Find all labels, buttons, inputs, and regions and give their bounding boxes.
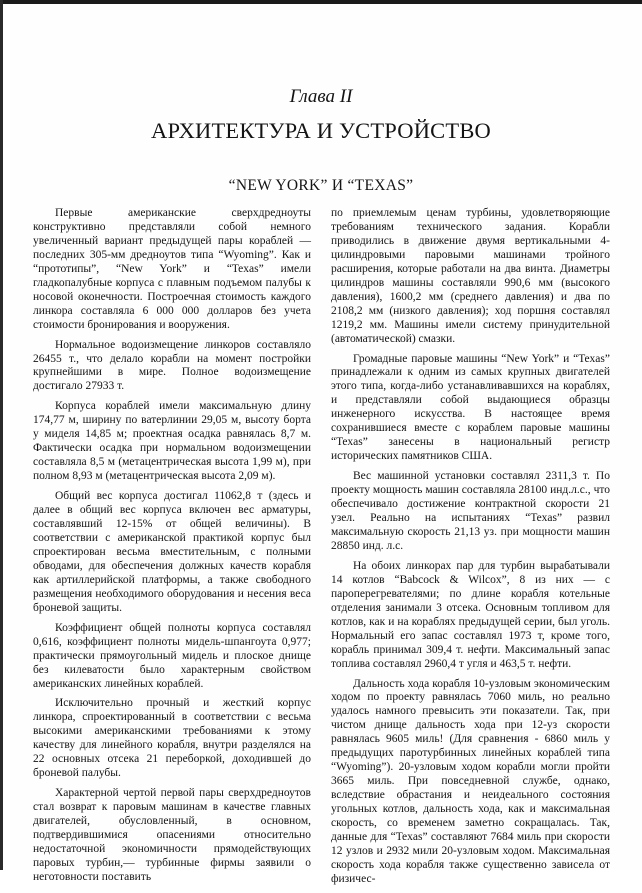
scan-edge-top	[0, 0, 642, 4]
paragraph: Нормальное водоизмещение линкоров составляло 26455 т., что делало корабли на момент постройки крупнейшими в мире. Полное водоизмещение достигало 27933 т.	[33, 338, 311, 393]
section-title: “NEW YORK” И “TEXAS”	[228, 177, 414, 194]
paragraph: по приемлемым ценам турбины, удовлетворяющие требованиям технического задания. Корабли приводились в движение двумя вертикальными 4-цилиндровыми паровыми машинами тройного расширения, которые работали на два винта. Диаметры цилиндров машины составляли 990,6 мм (высокого давления), 1600,2 мм (среднего давления) и два по 2108,2 мм (низкого давления); ход поршня составлял 1219,2 мм. Машины имели систему принудительной (автоматической) смазки.	[331, 207, 610, 345]
chapter-title: АРХИТЕКТУРА И УСТРОЙСТВО	[151, 118, 491, 143]
left-column	[33, 207, 311, 891]
right-column	[331, 207, 610, 893]
paragraph: Общий вес корпуса достигал 11062,8 т (здесь и далее в общий вес корпуса включен вес арматуры, составлявший 12-15% от общей величины). В соответствии с американской практикой корпус был спроектирован весьма вместительным, с полными обводами, для обеспечения должных качеств корабля как артиллерийской платформы, а также свободного размещения необходимого оборудования и несения веса броневой защиты.	[33, 490, 311, 614]
paragraph: Дальность хода корабля 10-узловым экономическим ходом по проекту равнялась 7060 миль, но реально удалось намного превысить эти показатели. Так, при чистом днище дальность хода при 12-уз скорости равнялась 9605 миль! (Для сравнения - 6860 миль у предыдущих паротурбинных линейных кораблей типа “Wyoming”). 20-узловым ходом корабли могли пройти 3665 миль. При повседневной службе, однако, вследствие обрастания и неидеального состояния угольных котлов, дальность хода, как и максимальная скорость, со временем заметно сокращалась. Так, данные для “Texas” составляют 7684 миль при скорости 12 узлов и 2932 мили 20-узловым ходом. Максимальная скорость хода корабля также существенно зависела от физичес-	[331, 677, 610, 885]
paragraph: Исключительно прочный и жесткий корпус линкора, спроектированный в соответствии с весьма высокими американскими требованиями к этому качеству для линейного корабля, внутри разделялся на 22 основных отсека 21 переборкой, доходившей до броневой палубы.	[33, 697, 311, 780]
paragraph: Первые американские сверхдредноуты конструктивно представляли собой немного увеличенный вариант предыдущей пары кораблей — последних 305-мм дредноутов типа “Wyoming”. Как и “прототипы”, “New York” и “Texas” имели гладкопалубные корпуса с плавным подъемом палубы к носовой оконечности. Построечная стоимость каждого линкора составляла 6 000 000 долларов без учета стоимости бронирования и вооружения.	[33, 207, 311, 331]
paragraph: Коэффициент общей полноты корпуса составлял 0,616, коэффициент полноты мидель-шпангоута 0,977; практически прямоугольный мидель и плоское днище без килеватости было характерным свойством американских линейных кораблей.	[33, 621, 311, 690]
chapter-label: Глава II	[289, 86, 353, 107]
paragraph: На обоих линкорах пар для турбин вырабатывали 14 котлов “Babcock & Wilcox”, 8 из них — с пароперегревателями; по длине корабля котельные отделения занимали 3 отсека. Основным топливом для котлов, как и на кораблях предыдущей серии, был уголь. Нормальный его запас составлял 1973 т, кроме того, корабль принимал 309,4 т. нефти. Максимальный запас топлива составлял 2960,4 т угля и 463,5 т. нефти.	[331, 559, 610, 670]
paragraph: Громадные паровые машины “New York” и “Texas” принадлежали к одним из самых крупных двигателей этого типа, когда-либо устанавливавшихся на кораблях, и представляли собой выдающиеся образцы инженерного искусства. В настоящее время сохранившиеся вместе с кораблем паровые машины “Texas” занесены в национальный регистр исторических памятников США.	[331, 352, 610, 463]
paragraph: Вес машинной установки составлял 2311,3 т. По проекту мощность машин составляла 28100 инд.л.с., что обеспечивало достижение контрактной скорости 21 узел. Реально на испытаниях “Texas” развил максимальную скорость 21,13 уз. при мощности машин 28850 инд. л.с.	[331, 470, 610, 552]
paragraph: Характерной чертой первой пары сверхдредноутов стал возврат к паровым машинам в качестве главных двигателей, обусловленный, в основном, подтвердившимися опасениями относительно недостаточной экономичности прямодействующих паровых турбин,— турбинные фирмы заявили о неготовности поставить	[33, 787, 311, 883]
paragraph: Корпуса кораблей имели максимальную длину 174,77 м, ширину по ватерлинии 29,05 м, высоту борта у миделя 14,85 м; проектная осадка равнялась 8,7 м. Фактически осадка при нормальном водоизмещении составляла 8,5 м (метацентрическая высота 1,99 м), при полном 8,93 м (метацентрическая высота 2,09 м).	[33, 400, 311, 483]
